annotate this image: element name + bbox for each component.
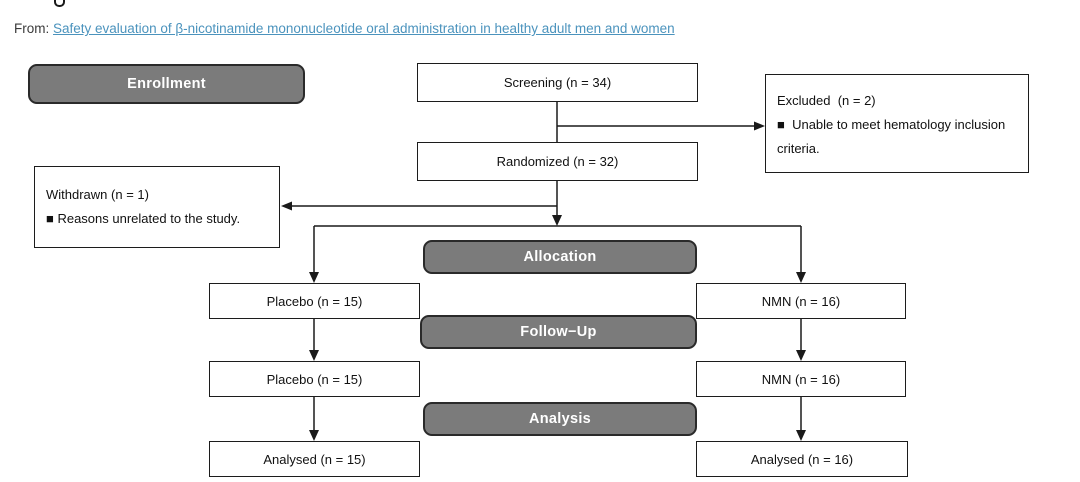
arrowhead-placebo-allocated: [309, 272, 319, 283]
stage-allocation-label: Allocation: [523, 249, 597, 265]
placebo-followed-box: [209, 361, 420, 397]
nmn-followed-label: NMN (n = 16): [761, 371, 841, 387]
arrowhead-withdrawn: [281, 202, 292, 211]
placebo-allocated-box: [209, 283, 420, 319]
excluded-title: Excluded (n = 2): [777, 93, 876, 108]
article-title-link[interactable]: Safety evaluation of β-nicotinamide mononucleotide oral administration in healthy adult men and women: [53, 21, 675, 36]
placebo-allocated-label: Placebo (n = 15): [266, 293, 363, 309]
withdrawn-title: Withdrawn (n = 1): [46, 187, 149, 202]
placebo-followed-label: Placebo (n = 15): [266, 371, 363, 387]
from-label: From:: [14, 21, 50, 36]
screening-label: Screening (n = 34): [503, 75, 612, 90]
arrowhead-nmn-followed: [796, 350, 806, 361]
arrowhead-placebo-analysed: [309, 430, 319, 441]
withdrawn-reason: ■ Reasons unrelated to the study.: [46, 211, 241, 227]
nmn-allocated-box: [696, 283, 906, 319]
stage-enrollment-label: Enrollment: [127, 76, 206, 92]
stage-allocation: [423, 240, 697, 274]
randomized-label: Randomized (n = 32): [496, 154, 619, 169]
nmn-followed-box: [696, 361, 906, 397]
randomized-box: [417, 142, 698, 181]
nmn-analysed-label: Analysed (n = 16): [750, 451, 854, 467]
excluded-reason: ■ Unable to meet hematology inclusion criteria.: [777, 117, 1009, 157]
arrowhead-excluded: [754, 122, 765, 131]
withdrawn-box: [34, 166, 280, 248]
stage-follow-up-label: Follow−Up: [520, 324, 597, 340]
stage-analysis: [423, 402, 697, 436]
nmn-allocated-label: NMN (n = 16): [761, 293, 841, 309]
stage-follow-up: [420, 315, 697, 349]
arrowhead-nmn-analysed: [796, 430, 806, 441]
arrowhead-nmn-allocated: [796, 272, 806, 283]
arrowhead-placebo-followed: [309, 350, 319, 361]
arrowhead-split: [552, 215, 562, 226]
excluded-box: [765, 74, 1029, 173]
stage-analysis-label: Analysis: [528, 411, 592, 427]
nmn-analysed-box: [696, 441, 908, 477]
placebo-analysed-box: [209, 441, 420, 477]
stage-enrollment: [28, 64, 305, 104]
screening-box: [417, 63, 698, 102]
placebo-analysed-label: Analysed (n = 15): [263, 451, 366, 467]
